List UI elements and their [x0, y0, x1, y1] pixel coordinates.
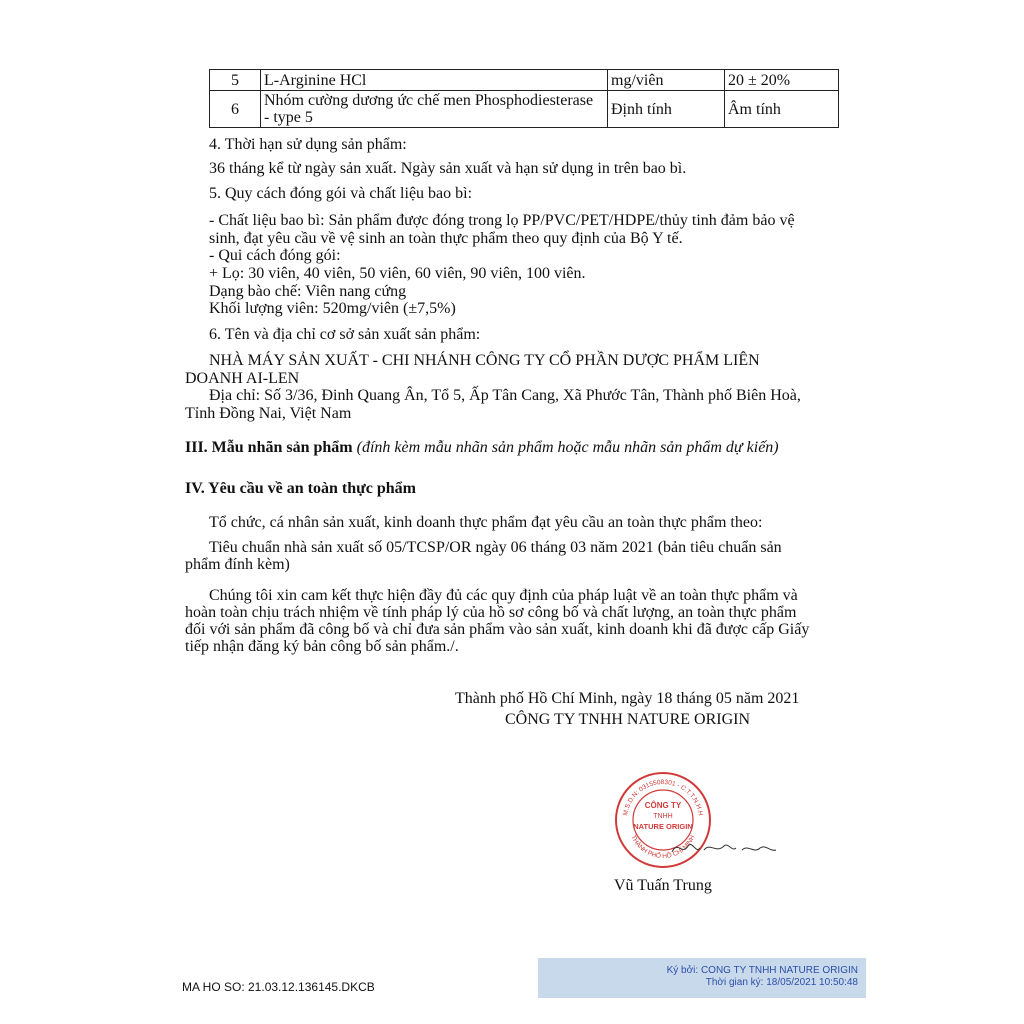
- record-code: MA HO SO: 21.03.12.136145.DKCB: [182, 980, 375, 994]
- commitment-line: đối với sản phẩm đã công bố và chỉ đưa sản phẩm vào sản xuất, kinh doanh khi đã được cấp Giấy: [185, 621, 810, 638]
- packaging-material-line: - Chất liệu bao bì: Sản phẩm được đóng trong lọ PP/PVC/PET/HDPE/thủy tinh đảm bảo vệ: [209, 212, 795, 229]
- section-IV-paragraph: Tổ chức, cá nhân sản xuất, kinh doanh thực phẩm đạt yêu cầu an toàn thực phẩm theo:: [209, 514, 763, 531]
- section-IV-paragraph: Tiêu chuẩn nhà sản xuất số 05/TCSP/OR ngày 06 tháng 03 năm 2021 (bản tiêu chuẩn sản: [209, 539, 782, 556]
- section-4-text: 36 tháng kể từ ngày sản xuất. Ngày sản xuất và hạn sử dụng in trên bao bì.: [209, 160, 687, 177]
- signed-by: Ký bởi: CONG TY TNHH NATURE ORIGIN: [666, 965, 858, 976]
- criterion-value: Âm tính: [725, 91, 839, 128]
- criterion-unit: Định tính: [608, 91, 725, 128]
- signed-time: Thời gian ký: 18/05/2021 10:50:48: [705, 977, 858, 988]
- seal-line: CÔNG TY: [644, 801, 682, 810]
- seal-top-text: M.S.D.N: 0315508301 - C.T.T.N.H.H: [622, 778, 704, 817]
- commitment-line: hoàn toàn chịu trách nhiệm về tính pháp lý của hồ sơ công bố và chất lượng, an toàn thực phẩm: [185, 604, 797, 621]
- packaging-spec-line: + Lọ: 30 viên, 40 viên, 50 viên, 60 viên, 90 viên, 100 viên.: [209, 265, 586, 282]
- criterion-name: L-Arginine HCl: [261, 70, 608, 91]
- section-IV-heading: IV. Yêu cầu về an toàn thực phẩm: [185, 480, 416, 497]
- section-5-heading: 5. Quy cách đóng gói và chất liệu bao bì:: [209, 185, 473, 202]
- capsule-weight: Khối lượng viên: 520mg/viên (±7,5%): [209, 300, 456, 317]
- digital-signature-box: [538, 958, 866, 998]
- section-6-heading: 6. Tên và địa chỉ cơ sở sản xuất sản phẩm:: [209, 326, 481, 343]
- seal-line: NATURE ORIGIN: [633, 822, 693, 831]
- handwritten-signature: [670, 832, 780, 862]
- packaging-material-line: sinh, đạt yêu cầu về vệ sinh an toàn thực phẩm theo quy định của Bộ Y tế.: [209, 230, 683, 247]
- section-III-note: (đính kèm mẫu nhãn sản phẩm hoặc mẫu nhãn sản phẩm dự kiến): [356, 439, 779, 456]
- signer-name: Vũ Tuấn Trung: [614, 877, 712, 894]
- dosage-form: Dạng bào chế: Viên nang cứng: [209, 283, 407, 300]
- manufacturer-address: Tỉnh Đồng Nai, Việt Nam: [185, 405, 352, 422]
- section-III-heading: [185, 439, 779, 457]
- row-number: 5: [210, 70, 261, 91]
- packaging-spec-heading: - Qui cách đóng gói:: [209, 247, 341, 264]
- seal-bottom-text: THÀNH PHỐ HỒ CHÍ MINH: [629, 834, 697, 861]
- section-4-heading: 4. Thời hạn sử dụng sản phẩm:: [209, 136, 407, 153]
- section-IV-paragraph: phẩm đính kèm): [185, 556, 290, 573]
- criterion-name-line: - type 5: [264, 109, 313, 126]
- criterion-name-line: Nhóm cường dương ức chế men Phosphodiesterase: [264, 92, 594, 109]
- company-name: CÔNG TY TNHH NATURE ORIGIN: [505, 711, 751, 728]
- table-row: [210, 70, 839, 91]
- commitment-line: tiếp nhận đăng ký bản công bố sản phẩm./.: [185, 638, 459, 655]
- manufacturer-name: NHÀ MÁY SẢN XUẤT - CHI NHÁNH CÔNG TY CỔ PHẦN DƯỢC PHẨM LIÊN: [209, 352, 760, 369]
- spec-table: [209, 69, 839, 128]
- place-date: Thành phố Hồ Chí Minh, ngày 18 tháng 05 năm 2021: [455, 690, 800, 707]
- section-III-title: III. Mẫu nhãn sản phẩm: [185, 439, 353, 456]
- table-row: [210, 91, 839, 128]
- row-number: 6: [210, 91, 261, 128]
- manufacturer-address: Địa chỉ: Số 3/36, Đinh Quang Ân, Tổ 5, Ấp Tân Cang, Xã Phước Tân, Thành phố Biên Hoà,: [209, 387, 801, 404]
- seal-line: TNHH: [653, 813, 673, 820]
- commitment-line: Chúng tôi xin cam kết thực hiện đầy đủ các quy định của pháp luật về an toàn thực phẩm và: [209, 587, 798, 604]
- criterion-name: [261, 91, 608, 128]
- criterion-unit: mg/viên: [608, 70, 725, 91]
- manufacturer-name: DOANH AI-LEN: [185, 370, 300, 387]
- criterion-value: 20 ± 20%: [725, 70, 839, 91]
